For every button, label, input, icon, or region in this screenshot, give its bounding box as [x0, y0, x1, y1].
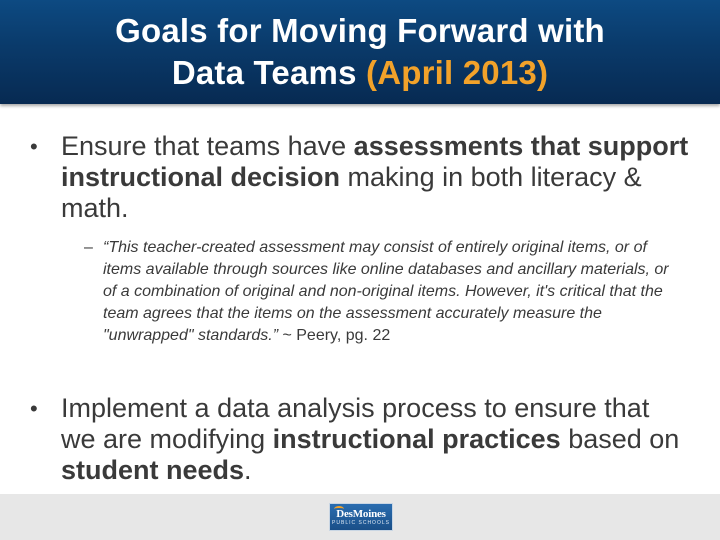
bullet-marker: •: [30, 396, 38, 421]
des-moines-public-schools-logo: [329, 503, 393, 531]
quote-text: “This teacher-created assessment may consist of entirely original items, or of items available through sources like online databases and ancillary materials, or of a combination of original and non-original items. However, it's critical that the team agrees that the items on the assessment accurately measure the "unwrapped" standards.” ~ Peery, pg. 22: [103, 239, 669, 344]
title-bar: [0, 0, 720, 104]
logo-swoosh-icon: [334, 506, 344, 512]
bullet-marker: •: [30, 134, 38, 159]
quote-subbullet: [84, 237, 674, 347]
slide-content: [0, 104, 720, 494]
title-line-1: Goals for Moving Forward with: [115, 12, 605, 49]
title-date: (April 2013): [366, 54, 549, 91]
bullet-assessments: [30, 131, 690, 224]
logo-subtitle: PUBLIC SCHOOLS: [332, 520, 390, 526]
bullet-data-analysis: [30, 393, 690, 486]
citation: ~ Peery, pg. 22: [278, 327, 391, 344]
logo-name: DesMoines: [336, 508, 386, 520]
slide-title: [115, 10, 605, 94]
bullet-text: Implement a data analysis process to ensure that we are modifying instructional practices based on student needs.: [61, 393, 680, 485]
title-line-2: Data Teams: [171, 54, 367, 91]
bullet-text: Ensure that teams have assessments that support instructional decision making in both literacy & math.: [61, 131, 689, 223]
dash-marker: –: [84, 239, 93, 256]
